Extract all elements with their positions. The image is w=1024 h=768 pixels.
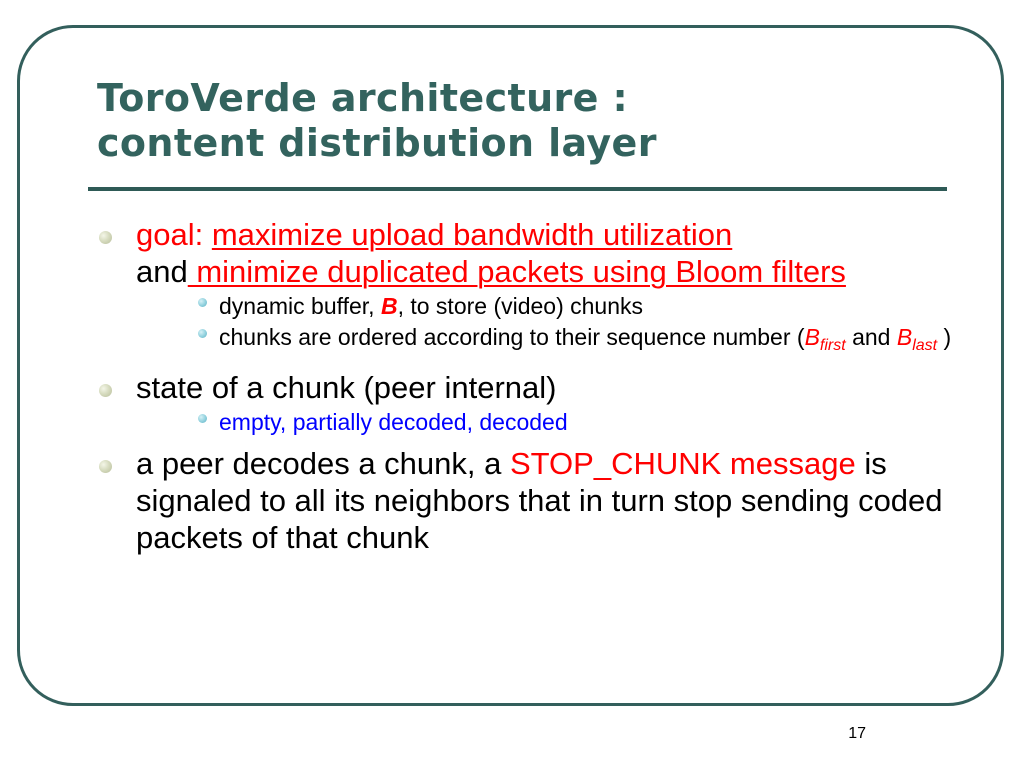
dynamic-buffer-post: , to store (video) chunks [397,293,644,319]
ordering-pre: chunks are ordered according to their sequence number ( [219,324,805,350]
title-line-2: content distribution layer [97,121,657,165]
buffer-symbol: B [380,293,398,319]
goal-and: and [136,254,188,289]
ordering-post: ) [937,324,952,350]
sub-bullet-ordering [136,323,956,360]
b-first-subscript: first [819,337,846,354]
sub-bullet-dot-icon [198,414,207,423]
slide-title [97,76,937,166]
bullet-dot-icon [99,231,112,244]
bullet-dot-icon [99,460,112,473]
bullet-goal-text [136,216,956,290]
slide-body [96,216,956,556]
dynamic-buffer-pre: dynamic buffer, [219,293,381,319]
stop-chunk-pre: a peer decodes a chunk, a [136,446,510,481]
sub-bullet-states [136,408,956,436]
stop-chunk-message: STOP_CHUNK message [509,446,856,481]
chunk-states-list: empty, partially decoded, decoded [219,409,568,435]
title-line-1: ToroVerde architecture : [97,76,629,120]
bullet-stop-chunk [96,445,956,556]
bullet-chunk-state [96,369,956,436]
symbol-b-first [804,324,846,354]
bullet-goal [96,216,956,360]
symbol-b-last [896,324,938,354]
sub-bullet-dot-icon [198,329,207,338]
sub-bullet-dot-icon [198,298,207,307]
goal-link-minimize[interactable]: minimize duplicated packets using Bloom filters [187,254,846,289]
ordering-and: and [845,324,897,350]
chunk-state-text: state of a chunk (peer internal) [136,370,557,405]
sub-bullet-dynamic-buffer [136,292,956,320]
goal-link-maximize[interactable]: maximize upload bandwidth utilization [211,217,733,252]
bullet-dot-icon [99,384,112,397]
b-last-subscript: last [912,337,938,354]
goal-prefix: goal: [136,217,212,252]
b-last-letter: B [896,324,913,350]
title-divider [88,187,947,191]
b-first-letter: B [804,324,820,350]
page-number: 17 [848,725,866,742]
stop-chunk-post: is signaled to all its neighbors that in turn stop sending coded packets of that chunk [136,446,943,555]
